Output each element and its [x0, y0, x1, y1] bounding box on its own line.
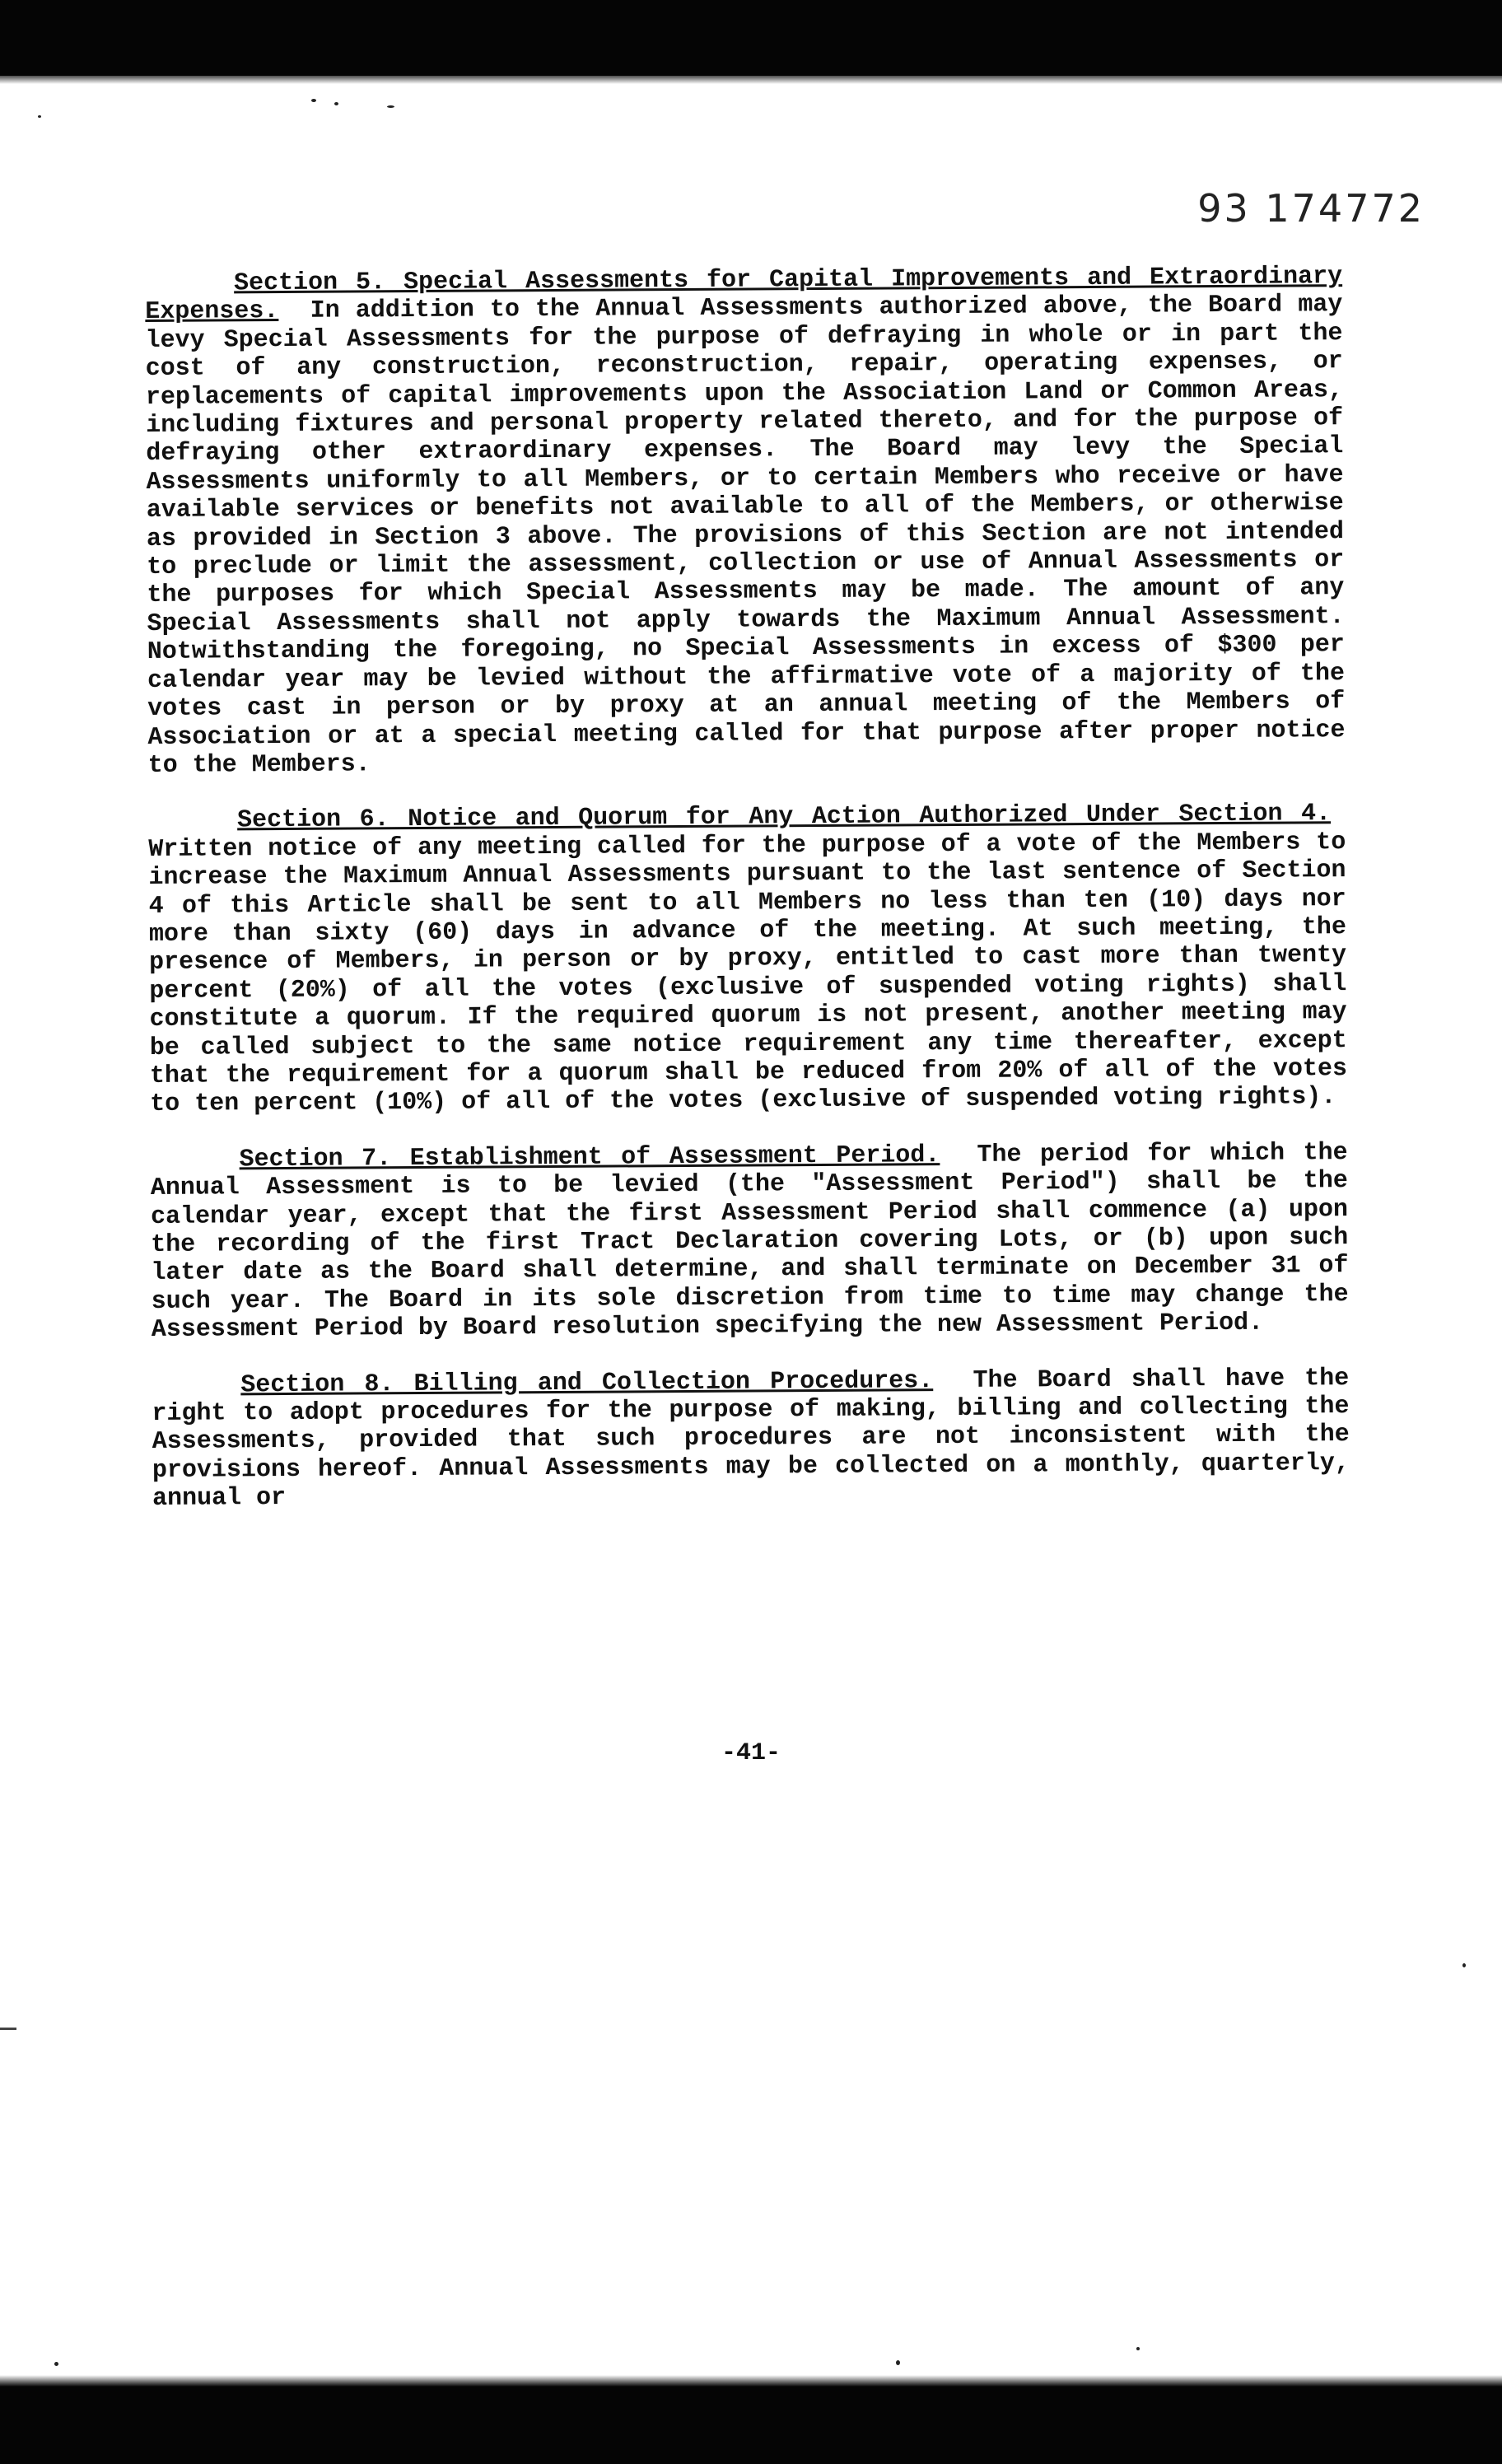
scan-border-bottom — [0, 2387, 1502, 2464]
scan-border-top — [0, 0, 1502, 76]
scan-speck — [1136, 2347, 1140, 2350]
section-heading: Section 5. Special Assessments for Capital Improvements and Extraordinary Expenses. — [145, 263, 1343, 327]
scan-speck — [311, 99, 316, 102]
section-heading: Section 8. Billing and Collection Procedures. — [240, 1366, 934, 1399]
scan-speck — [334, 102, 338, 105]
document-number: 93 174772 — [1197, 186, 1425, 231]
scan-speck — [54, 2362, 58, 2366]
scan-speck — [38, 115, 41, 118]
section-heading: Section 7. Establishment of Assessment Period. — [239, 1141, 940, 1174]
scan-border-top-fade — [0, 72, 1502, 84]
section-7 — [150, 1139, 1348, 1345]
scan-border-bottom-fade — [0, 2375, 1502, 2387]
document-body — [145, 263, 1350, 1541]
scan-speck — [1462, 1963, 1466, 1967]
scan-speck — [387, 105, 394, 108]
margin-mark — [0, 2028, 16, 2030]
section-6 — [148, 800, 1347, 1118]
section-body: The Board shall have the right to adopt procedures for the purpose of making, billing and collecting the Assessments, provided that such procedures are not inconsistent with the provisions hereof. Annual Assessments may be collected on a monthly, quarterly, annual or — [152, 1364, 1350, 1514]
section-8 — [152, 1365, 1350, 1514]
section-body: The period for which the Annual Assessment is to be levied (the "Assessment Period") shall be the calendar year, except that the first Assessment Period shall commence (a) upon the recording of the first Tract Declaration covering Lots, or (b) upon such later date as the Board shall determine, and shall terminate on December 31 of such year. The Board in its sole discretion from time to time may change the Assessment Period by Board resolution specifying the new Assessment Period. — [150, 1138, 1349, 1345]
section-5 — [145, 263, 1346, 780]
section-body: In addition to the Annual Assessments authorized above, the Board may levy Special Assessments for the purpose of defraying in whole or in part the cost of any construction, reconstruction, repair, operating expenses, or replacements of capital improvements upon the Association Land or Common Areas, including fixtures and personal property related thereto, and for the purpose of defraying other extraordinary expenses. The Board may levy the Special Assessments uniformly to all Members, or to certain Members who receive or have available services or benefits not available to all of the Members, or otherwise as provided in Section 3 above. The provisions of this Section are not intended to preclude or limit the assessment, collection or use of Annual Assessments or the purposes for which Special Assessments may be made. The amount of any Special Assessments shall not apply towards the Maximum Annual Assessment. Notwithstanding the foregoing, no Special Assessments in excess of $300 per calendar year may be levied without the affirmative vote of a majority of the votes cast in person or by proxy at an annual meeting of the Members of Association or at a special meeting called for that purpose after proper notice to the Members. — [145, 291, 1346, 780]
section-body: Written notice of any meeting called for the purpose of a vote of the Members to increase the Maximum Annual Assessments pursuant to the last sentence of Section 4 of this Article shall be sent to all Members no less than ten (10) days nor more than sixty (60) days in advance of the meeting. At such meeting, the presence of Members, in person or by proxy, entitled to cast more than twenty percent (20%) of all the votes (exclusive of suspended voting rights) shall constitute a quorum. If the required quorum is not present, another meeting may be called subject to the same notice requirement any time thereafter, except that the requirement for a quorum shall be reduced from 20% of all of the votes to ten percent (10%) of all of the votes (exclusive of suspended voting rights). — [148, 828, 1348, 1119]
scan-speck — [896, 2360, 900, 2365]
page-number: -41- — [721, 1739, 781, 1767]
section-heading: Section 6. Notice and Quorum for Any Action Authorized Under Section 4. — [236, 800, 1332, 835]
